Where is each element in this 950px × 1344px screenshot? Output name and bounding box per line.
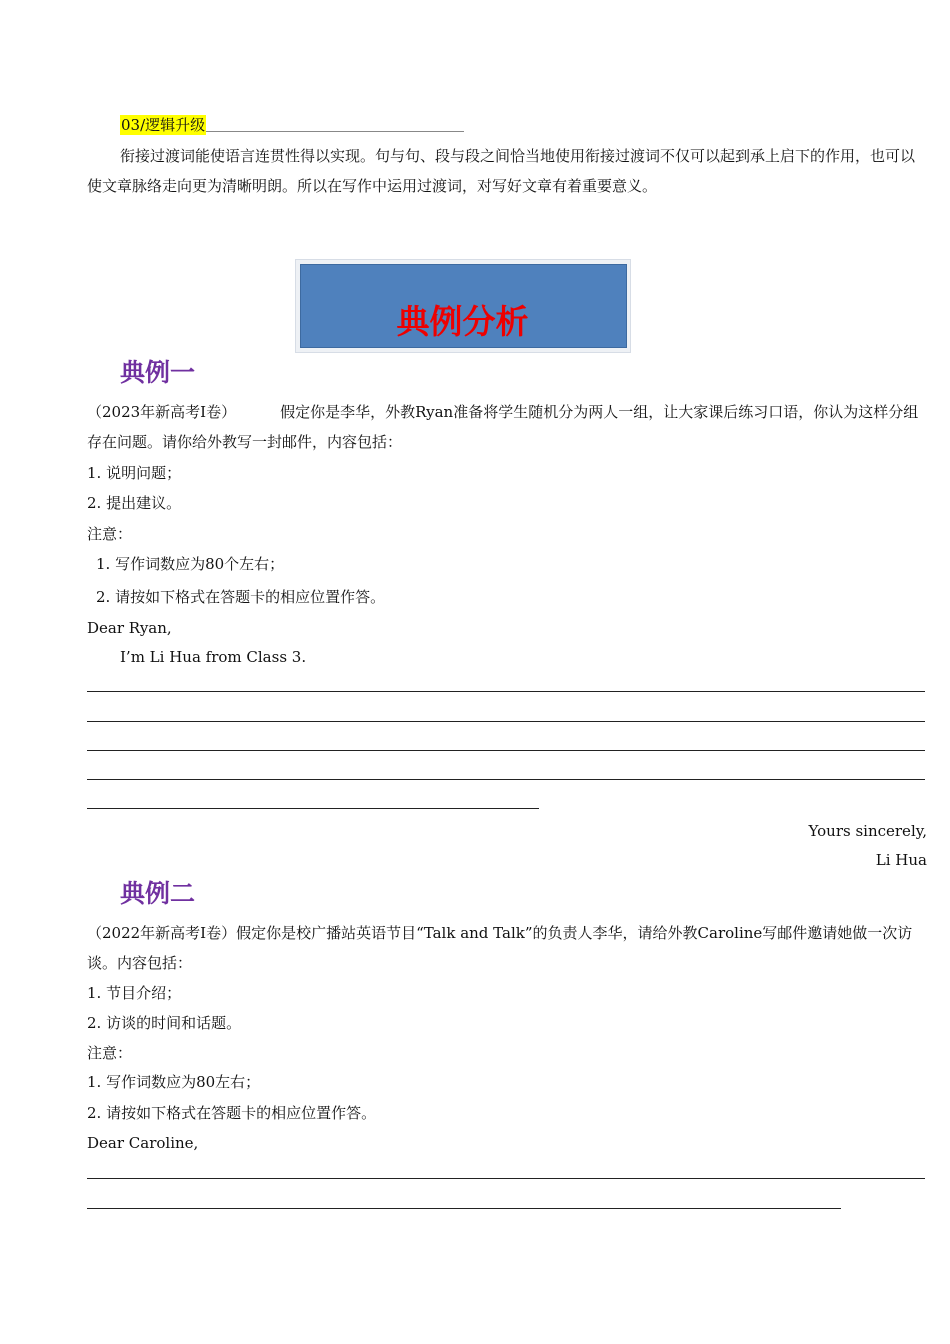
example2-note-1: 1. 写作词数应为80左右； <box>87 1073 261 1091</box>
example2-answer-line <box>87 1208 841 1209</box>
section-heading <box>120 115 464 135</box>
example1-notes-label: 注意： <box>87 525 133 543</box>
banner-title: 典例分析 <box>396 302 529 341</box>
example1-point-1: 1. 说明问题； <box>87 464 182 482</box>
example1-note-2: 2. 请按如下格式在答题卡的相应位置作答。 <box>96 588 386 606</box>
example1-answer-line <box>87 779 925 780</box>
example2-point-2: 2. 访谈的时间和话题。 <box>87 1014 242 1032</box>
section-heading-label: 03/逻辑升级 <box>121 116 206 134</box>
example1-point-2: 2. 提出建议。 <box>87 494 182 512</box>
example1-answer-line <box>87 721 925 722</box>
example2-point-1: 1. 节目介绍； <box>87 984 182 1002</box>
example1-heading: 典例一 <box>120 358 196 387</box>
example1-prompt <box>87 397 927 457</box>
example1-answer-line <box>87 808 539 809</box>
example1-prompt-text: 假定你是李华，外教Ryan准备将学生随机分为两人一组，让大家课后练习口语，你认为这样分组存在问题。请你给外教写一封邮件，内容包括： <box>87 403 919 451</box>
example1-opening: I’m Li Hua from Class 3. <box>120 648 307 666</box>
example1-salutation: Dear Ryan, <box>87 619 172 637</box>
example1-note-1: 1. 写作词数应为80个左右； <box>96 555 285 573</box>
section-paragraph: 衔接过渡词能使语言连贯性得以实现。句与句、段与段之间恰当地使用衔接过渡词不仅可以起到承上启下的作用，也可以使文章脉络走向更为清晰明朗。所以在写作中运用过渡词，对写好文章有着重要意义。 <box>87 147 916 195</box>
example2-note-2: 2. 请按如下格式在答题卡的相应位置作答。 <box>87 1104 377 1122</box>
example1-signature: Li Hua <box>875 851 927 869</box>
example1-source: （2023年新高考I卷） <box>87 403 237 421</box>
example2-notes-label: 注意： <box>87 1044 133 1062</box>
example2-prompt: （2022年新高考I卷）假定你是校广播站英语节目“Talk and Talk”的负责人李华，请给外教Caroline写邮件邀请她做一次访谈。内容包括： <box>87 924 913 972</box>
example2-answer-line <box>87 1178 925 1179</box>
section-heading-rule <box>206 131 464 132</box>
example1-closing: Yours sincerely, <box>808 822 927 840</box>
example1-answer-line <box>87 750 925 751</box>
example2-salutation: Dear Caroline, <box>87 1134 199 1152</box>
example1-answer-line <box>87 691 925 692</box>
example2-heading: 典例二 <box>120 879 196 908</box>
